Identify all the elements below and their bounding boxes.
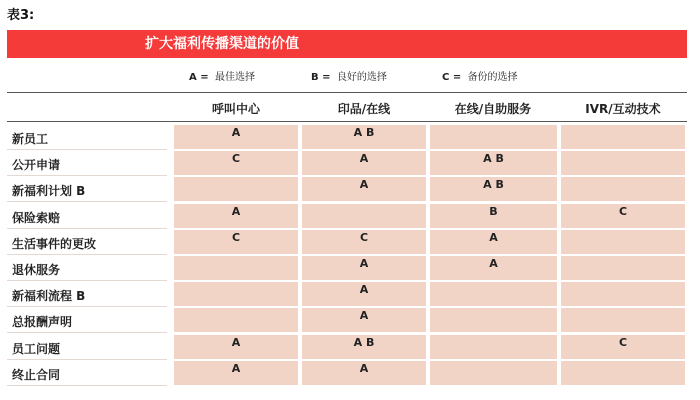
- row-separator: [7, 201, 167, 202]
- table-cell: [561, 125, 685, 149]
- table-cell: [430, 125, 557, 149]
- row-separator: [7, 385, 167, 386]
- table-cell: [174, 177, 298, 201]
- row-label: 员工问题: [12, 342, 61, 356]
- table-cell: A: [174, 361, 298, 385]
- table-cell: A: [430, 256, 557, 280]
- table-cell: [430, 335, 557, 359]
- table-cell: C: [174, 230, 298, 254]
- header-bottom-rule: [7, 121, 687, 122]
- table-cell: [430, 282, 557, 306]
- table-cell: [561, 282, 685, 306]
- table-cell: A: [302, 361, 426, 385]
- row-separator: [7, 359, 167, 360]
- table-cell: A: [302, 256, 426, 280]
- table-cell: C: [174, 151, 298, 175]
- table-cell: A B: [302, 335, 426, 359]
- table-cell: [174, 282, 298, 306]
- table-cell: A: [302, 282, 426, 306]
- legend-text: 备份的选择: [467, 72, 518, 83]
- row-label: 总报酬声明: [12, 315, 73, 329]
- table-title: 扩大福利传播渠道的价值: [145, 36, 299, 52]
- row-separator: [7, 280, 167, 281]
- legend-item-b: [311, 68, 387, 83]
- row-label: 新员工: [12, 132, 49, 146]
- table-cell: [430, 308, 557, 332]
- table-cell: [561, 230, 685, 254]
- table-cell: C: [561, 335, 685, 359]
- row-separator: [7, 254, 167, 255]
- row-label: 保险索赔: [12, 211, 61, 225]
- legend-text: 良好的选择: [336, 72, 387, 83]
- legend-code: A =: [189, 72, 209, 83]
- table-cell: A: [174, 125, 298, 149]
- table-cell: A: [174, 335, 298, 359]
- table-cell: A B: [302, 125, 426, 149]
- table-cell: A: [302, 177, 426, 201]
- table-cell: [561, 177, 685, 201]
- table-cell: A B: [430, 177, 557, 201]
- table-cell: [561, 308, 685, 332]
- column-header-call-center: 呼叫中心: [211, 102, 260, 116]
- row-separator: [7, 175, 167, 176]
- table-cell: A: [174, 204, 298, 228]
- table-cell: [302, 204, 426, 228]
- table-cell: [174, 256, 298, 280]
- row-label: 终止合同: [12, 368, 61, 382]
- row-separator: [7, 332, 167, 333]
- legend-text: 最佳选择: [214, 72, 255, 83]
- legend-code: B =: [311, 72, 331, 83]
- table-title-bar: [7, 30, 687, 58]
- table-cell: A: [302, 308, 426, 332]
- row-separator: [7, 228, 167, 229]
- row-label: 新福利计划 B: [12, 184, 86, 198]
- table-cell: B: [430, 204, 557, 228]
- column-header-ivr: IVR/互动技术: [585, 102, 661, 116]
- table-cell: [174, 308, 298, 332]
- table-cell: A: [302, 151, 426, 175]
- table-cell: [430, 361, 557, 385]
- table-cell: [561, 151, 685, 175]
- table-cell: C: [302, 230, 426, 254]
- table-cell: A: [430, 230, 557, 254]
- table-caption: 表3:: [7, 8, 35, 23]
- row-label: 公开申请: [12, 158, 61, 172]
- legend: [0, 68, 700, 82]
- column-header-print-online: 印品/在线: [337, 102, 391, 116]
- table-cell: A B: [430, 151, 557, 175]
- legend-code: C =: [442, 72, 462, 83]
- row-label: 生活事件的更改: [12, 237, 97, 251]
- legend-item-c: [442, 68, 518, 83]
- row-label: 新福利流程 B: [12, 289, 86, 303]
- table-cell: C: [561, 204, 685, 228]
- legend-item-a: [189, 68, 255, 83]
- row-separator: [7, 149, 167, 150]
- column-header-self-service: 在线/自助服务: [454, 102, 532, 116]
- row-separator: [7, 306, 167, 307]
- header-top-rule: [7, 92, 687, 93]
- table-cell: [561, 256, 685, 280]
- table-cell: [561, 361, 685, 385]
- row-label: 退休服务: [12, 263, 61, 277]
